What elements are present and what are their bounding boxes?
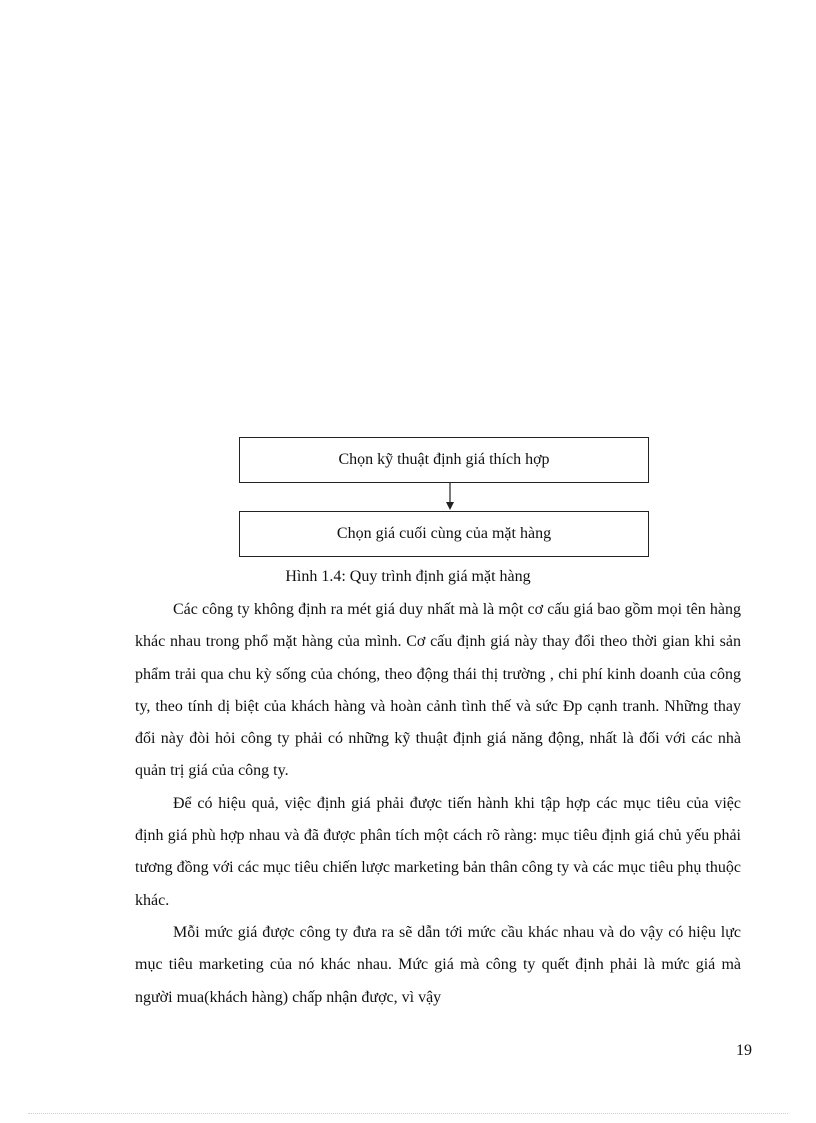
paragraph-3: Mỗi mức giá được công ty đưa ra sẽ dẫn tới mức cầu khác nhau và do vậy có hiệu lực mục tiêu marketing của nó khác nhau. Mức giá mà công ty quết định phải là mức giá mà người mua(khách hàng) chấp nhận được, vì vậy <box>135 923 741 1006</box>
flow-box-final-price <box>239 511 649 557</box>
paragraph-2: Để có hiệu quả, việc định giá phải được tiến hành khi tập hợp các mục tiêu của việc định giá phù hợp nhau và đã được phân tích một cách rõ ràng: mục tiêu định giá chủ yếu phải tương đồng với các mục tiêu chiến lược marketing bản thân công ty và các mục tiêu phụ thuộc khác. <box>135 794 741 909</box>
page-number: 19 <box>736 1042 752 1059</box>
figure-caption: Hình 1.4: Quy trình định giá mặt hàng <box>285 568 531 585</box>
paragraph-1: Các công ty không định ra mét giá duy nhất mà là một cơ cấu giá bao gồm mọi tên hàng khác nhau trong phổ mặt hàng của mình. Cơ cấu định giá này thay đổi theo thời gian khi sản phẩm trải qua chu kỳ sống của chóng, theo động thái thị trường , chi phí kinh doanh của công ty, theo tính dị biệt của khách hàng và hoàn cảnh tình thế và sức Đp cạnh tranh. Những thay đổi này đòi hỏi công ty phải có những kỹ thuật định giá năng động, nhất là đối với các nhà quản trị giá của công ty. <box>135 601 741 780</box>
flow-box-final-price-label: Chọn giá cuối cùng của mặt hàng <box>336 525 552 542</box>
flow-box-technique <box>239 437 649 483</box>
page-bottom-divider <box>28 1113 788 1114</box>
body-text <box>135 594 741 1014</box>
flow-box-technique-label: Chọn kỹ thuật định giá thích hợp <box>338 451 550 468</box>
arrow-down-icon <box>449 483 451 511</box>
